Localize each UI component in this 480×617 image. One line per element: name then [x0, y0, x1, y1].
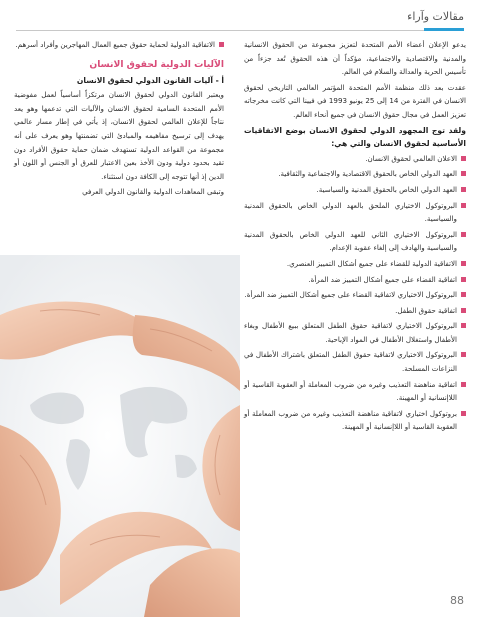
hands-around-globe-image: [0, 255, 240, 617]
list-item-text: اتفاقية القضاء على جميع أشكال التمييز ضد المرأة.: [308, 274, 457, 284]
list-item: [244, 378, 466, 405]
bullet-square-icon: [461, 203, 466, 208]
body-paragraph: ويعتبر القانون الدولي لحقوق الانسان مرتكزاً أساسياً لعمل مفوضية الأمم المتحدة السامية لحقوق الانسان والآليات التي تدعمها وهو يعد نتاجاً للإعلان العالمي لحقوق الانسان، إذ يأتي في إطار مسار عالمي يهدف إلى ترسيخ مفاهيمه والمبادئ التي تضمنتها وهو يعرف على أنه مجموعة من القواعد الدولية تستهدف ضمان حماية حقوق الأفراد دون تقيد بحدود دولية ودون الأخذ بعين الاعتبار للعرق أو الجنس أو اللون أو الدين إذ أنها تتوجه إلى الكافة دون استثناء.: [14, 90, 224, 181]
section-title: الآليات الدولية لحقوق الانسان: [89, 58, 224, 70]
subsection-title: أ - آليات القانون الدولي لحقوق الانسان: [76, 75, 224, 85]
list-item: [244, 348, 466, 375]
list-item: [244, 273, 466, 287]
section-header-title: مقالات وآراء: [407, 10, 464, 23]
charter-heading: ولقد توج المجهود الدولي لحقوق الانسان بوضع الاتفاقيات الأساسية لحقوق الانسان والتي هي:: [244, 125, 466, 149]
list-item-text: العهد الدولي الخاص بالحقوق الاقتصادية والاجتماعية والثقافية.: [278, 169, 457, 179]
bullet-square-icon: [461, 323, 466, 328]
list-item-text: الاتفاقية الدولية للقضاء على جميع أشكال التمييز العنصري.: [286, 258, 457, 268]
list-item: [244, 407, 466, 434]
list-item: [244, 199, 466, 226]
bullet-square-icon: [461, 232, 466, 237]
list-item: [244, 167, 466, 181]
bullet-square-icon: [461, 292, 466, 297]
list-item: [244, 319, 466, 346]
bullet-square-icon: [461, 156, 466, 161]
list-item: [244, 152, 466, 166]
list-item-text: البروتوكول الاختياري لاتفاقية القضاء على جميع أشكال التمييز ضد المرأة.: [244, 290, 457, 300]
intro-paragraph: يدعو الإعلان أعضاء الأمم المتحدة لتعزيز مجموعة من الحقوق الانسانية والمدنية والاقتصادية والاجتماعية، مؤكداً أن هذه الحقوق تُعد جزءاً من تأسيس الحرية والعدالة والسلام في العالم.: [244, 40, 466, 77]
list-item: [14, 38, 224, 52]
list-item: [244, 288, 466, 302]
bullet-square-icon: [461, 411, 466, 416]
bullet-square-icon: [461, 171, 466, 176]
list-item-text: البروتوكول الاختياري لاتفاقية حقوق الطفل المتعلق باشتراك الأطفال في النزاعات المسلحة.: [244, 350, 457, 374]
body-paragraph: وتبقى المعاهدات الدولية والقانون الدولي العرفي: [82, 187, 224, 197]
list-item-text: البروتوكول الاختياري لاتفاقية حقوق الطفل المتعلق ببيع الأطفال وبغاء الأطفال واستغلال الأطفال في المواد الإباحية.: [244, 321, 457, 344]
header-divider: [16, 30, 464, 31]
bullet-square-icon: [461, 261, 466, 266]
list-item-text: الاتفاقية الدولية لحماية حقوق جميع العمال المهاجرين وأفراد أسرهم.: [15, 40, 215, 49]
right-column: [244, 38, 466, 436]
list-item-text: بروتوكول اختياري لاتفاقية مناهضة التعذيب وغيره من ضروب المعاملة أو العقوبة القاسية أو اللاإنسانية أو المهينة.: [244, 408, 457, 432]
list-item-text: اتفاقية حقوق الطفل.: [395, 305, 457, 315]
list-item-text: العهد الدولي الخاص بالحقوق المدنية والسياسية.: [316, 184, 457, 194]
bullet-square-icon: [219, 42, 224, 47]
intro-paragraph: عقدت بعد ذلك منظمة الأمم المتحدة المؤتمر العالمي التاريخي لحقوق الانسان في الفترة من 14 إلى 25 يونيو 1993 في فيينا التي كانت مخرجاته تعزيز العمل في مجال حقوق الانسان في جميع أنحاء العالم.: [244, 82, 466, 119]
list-item-text: الاعلان العالمي لحقوق الانسان.: [365, 153, 457, 163]
left-column: [14, 38, 224, 201]
bullet-square-icon: [461, 352, 466, 357]
bullet-square-icon: [461, 308, 466, 313]
list-item: [244, 257, 466, 271]
list-item: [244, 304, 466, 318]
bullet-square-icon: [461, 382, 466, 387]
bullet-square-icon: [461, 187, 466, 192]
conventions-list: [244, 152, 466, 434]
list-item: [244, 183, 466, 197]
list-item-text: البروتوكول الاختياري الملحق بالعهد الدولي الخاص بالحقوق المدنية والسياسية.: [244, 200, 457, 224]
list-item-text: اتفاقية مناهضة التعذيب وغيره من ضروب المعاملة أو العقوبة القاسية أو اللاإنسانية أو المهينة.: [244, 379, 457, 403]
list-item: [244, 228, 466, 255]
header-accent-bar: [424, 28, 464, 31]
page-number: 88: [450, 594, 464, 607]
bullet-square-icon: [461, 277, 466, 282]
list-item-text: البروتوكول الاختياري الثاني للعهد الدولي الخاص بالحقوق المدنية والسياسية والهادف إلى إلغاء عقوبة الإعدام.: [244, 229, 457, 253]
